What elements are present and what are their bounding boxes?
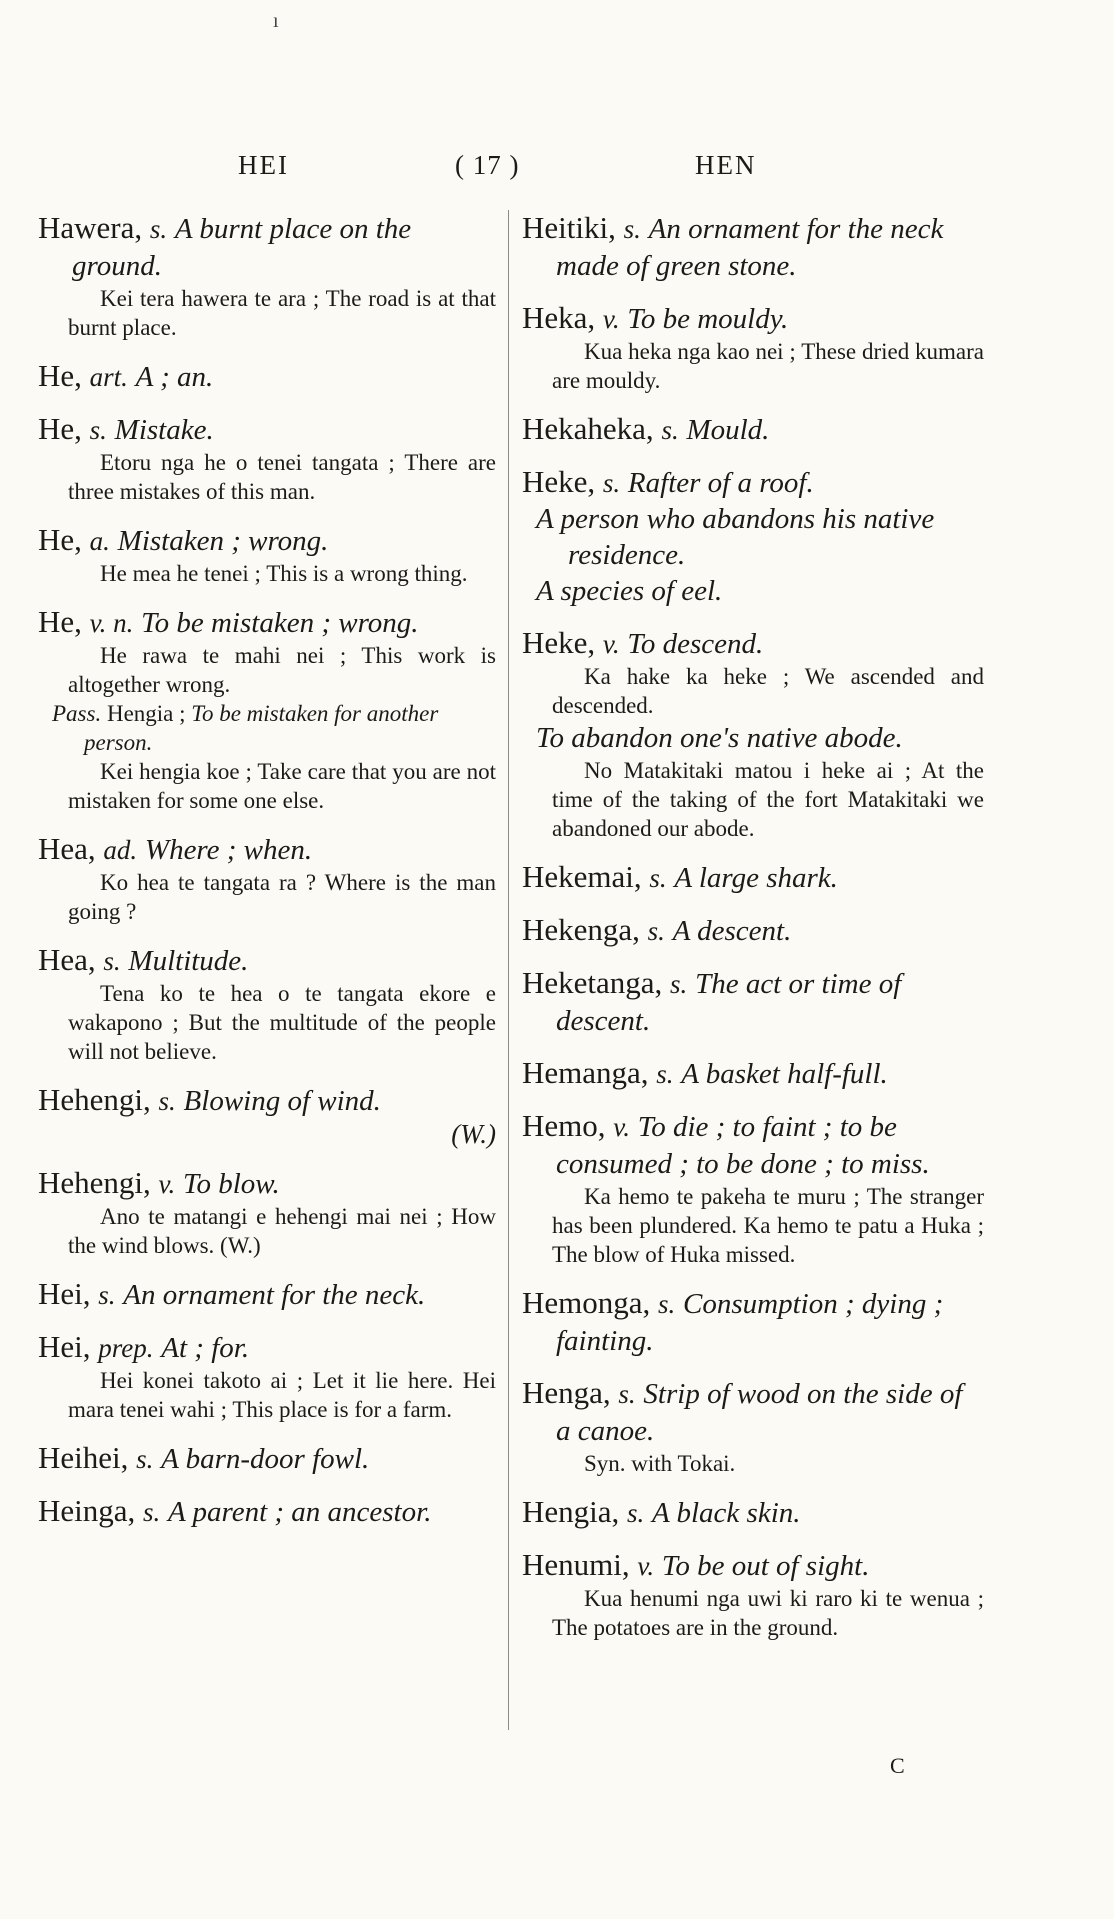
dictionary-entry: [38, 522, 496, 588]
headword: He,: [38, 358, 82, 393]
definition: Mistaken ; wrong.: [117, 525, 329, 557]
definition: Where ; when.: [144, 834, 313, 866]
definition: An ornament for the neck made of green stone.: [556, 213, 944, 282]
definition: To die ; to faint ; to be consumed ; to be done ; to miss.: [556, 1111, 930, 1180]
headword: Hei,: [38, 1276, 91, 1311]
entry-headline: [38, 358, 496, 395]
running-header: [0, 150, 1114, 190]
part-of-speech: s.: [647, 916, 665, 946]
passive-definition: To be mistaken for another person.: [84, 701, 439, 755]
headword: Hekaheka,: [522, 411, 654, 446]
entry-headline: [522, 411, 984, 448]
part-of-speech: s.: [103, 946, 121, 976]
sub-definition: A species of eel.: [536, 575, 723, 607]
definition: The act or time of descent.: [556, 968, 902, 1037]
dictionary-entry: [522, 965, 984, 1039]
headword: Hea,: [38, 831, 96, 866]
example-sentence: Tena ko te hea o te tangata ekore e wakapono ; But the multitude of the people will not believe.: [68, 981, 496, 1064]
entry-headline: [38, 831, 496, 868]
part-of-speech: ad.: [103, 835, 138, 865]
part-of-speech: a.: [89, 526, 110, 556]
part-of-speech: s.: [670, 969, 688, 999]
part-of-speech: s.: [136, 1444, 154, 1474]
definition: To blow.: [183, 1168, 280, 1200]
dictionary-entry: [38, 942, 496, 1066]
dictionary-entry: [522, 625, 984, 843]
part-of-speech: s.: [89, 415, 107, 445]
headword: Hemanga,: [522, 1055, 649, 1090]
example-sentence: Ano te matangi e hehengi mai nei ; How the wind blows. (W.): [68, 1204, 496, 1258]
headword: Heitiki,: [522, 210, 616, 245]
dictionary-entry: [522, 464, 984, 609]
dictionary-entry: [38, 1082, 496, 1149]
dictionary-entry: [38, 358, 496, 395]
entry-headline: [522, 1375, 984, 1449]
definition: Multitude.: [128, 945, 249, 977]
part-of-speech: s.: [149, 214, 168, 244]
definition: Blowing of wind.: [183, 1085, 381, 1117]
example-sentence: Kei tera hawera te ara ; The road is at that burnt place.: [68, 286, 496, 340]
entry-headline: [38, 604, 496, 641]
source-note: (W.): [451, 1119, 496, 1149]
entry-headline: [522, 625, 984, 662]
example-sentence: He mea he tenei ; This is a wrong thing.: [100, 561, 468, 586]
headword: Henga,: [522, 1375, 611, 1410]
definition: Mistake.: [114, 414, 214, 446]
part-of-speech: s.: [143, 1497, 161, 1527]
definition: A barn-door fowl.: [161, 1443, 370, 1475]
passive-form: [38, 699, 496, 757]
passive-word: Hengia ;: [106, 701, 186, 726]
headword: Hawera,: [38, 210, 143, 245]
headword: Heke,: [522, 464, 596, 499]
headword: Henumi,: [522, 1547, 630, 1582]
headword: Heihei,: [38, 1440, 129, 1475]
part-of-speech: s.: [627, 1498, 645, 1528]
dictionary-entry: [522, 1108, 984, 1269]
headword: Hekenga,: [522, 912, 640, 947]
page-mark: ı: [273, 10, 279, 32]
definition: Mould.: [686, 414, 770, 446]
entry-headline: [522, 1108, 984, 1182]
definition: To be mistaken ; wrong.: [141, 607, 419, 639]
part-of-speech: s.: [658, 1289, 676, 1319]
entry-headline: [522, 1285, 984, 1359]
part-of-speech: s.: [656, 1059, 674, 1089]
dictionary-entry: [522, 1547, 984, 1642]
example-sentence: Hei konei takoto ai ; Let it lie here. Hei mara tenei wahi ; This place is for a farm.: [68, 1368, 496, 1422]
entry-headline: [38, 1329, 496, 1366]
example-sentence: Kua henumi nga uwi ki raro ki te wenua ; The potatoes are in the ground.: [552, 1586, 984, 1640]
definition: Rafter of a roof.: [627, 467, 814, 499]
example-sentence: He rawa te mahi nei ; This work is altogether wrong.: [68, 643, 496, 697]
definition: To be out of sight.: [661, 1550, 870, 1582]
definition: Consumption ; dying ; fainting.: [556, 1288, 944, 1357]
definition: A large shark.: [674, 862, 838, 894]
dictionary-entry: [522, 1494, 984, 1531]
example-sentence: Syn. with Tokai.: [584, 1451, 736, 1476]
entry-headline: [522, 464, 984, 501]
headword: Hehengi,: [38, 1082, 151, 1117]
column-divider: [508, 210, 509, 1730]
entry-headline: [522, 1055, 984, 1092]
definition: An ornament for the neck.: [123, 1279, 426, 1311]
part-of-speech: art.: [89, 362, 128, 392]
part-of-speech: v.: [637, 1551, 655, 1581]
definition: A burnt place on the ground.: [72, 213, 412, 282]
headword: Hengia,: [522, 1494, 620, 1529]
example-sentence: Kei hengia koe ; Take care that you are not mistaken for some one else.: [68, 759, 496, 813]
signature-mark: C: [890, 1753, 905, 1778]
headword: Hemo,: [522, 1108, 606, 1143]
headword: He,: [38, 411, 82, 446]
entry-headline: [522, 1494, 984, 1531]
entry-headline: [522, 1547, 984, 1584]
headword: Heinga,: [38, 1493, 136, 1528]
dictionary-entry: [38, 604, 496, 815]
part-of-speech: v.: [158, 1169, 176, 1199]
entry-headline: [38, 1493, 496, 1530]
dictionary-entry: [522, 859, 984, 896]
part-of-speech: v.: [602, 629, 620, 659]
dictionary-entry: [522, 411, 984, 448]
definition: To descend.: [627, 628, 764, 660]
headword: Heke,: [522, 625, 596, 660]
part-of-speech: s.: [602, 468, 621, 498]
entry-headline: [38, 1082, 496, 1119]
passive-label: Pass.: [52, 701, 102, 726]
dictionary-entry: [38, 1493, 496, 1530]
definition: A black skin.: [652, 1497, 801, 1529]
definition: A basket half-full.: [681, 1058, 888, 1090]
page-number: ( 17 ): [455, 150, 520, 180]
header-right: HEN: [695, 150, 757, 180]
dictionary-entry: [522, 1375, 984, 1478]
entry-headline: [38, 1165, 496, 1202]
headword: Heketanga,: [522, 965, 663, 1000]
sub-definition: To abandon one's native abode.: [536, 722, 903, 754]
dictionary-entry: [38, 1276, 496, 1313]
dictionary-entry: [522, 210, 984, 284]
definition: A ; an.: [135, 361, 214, 393]
part-of-speech: v.: [613, 1112, 630, 1142]
headword: Hemonga,: [522, 1285, 651, 1320]
headword: Hea,: [38, 942, 96, 977]
definition: At ; for.: [161, 1332, 250, 1364]
entry-headline: [38, 1276, 496, 1313]
part-of-speech: s.: [649, 863, 667, 893]
example-sentence: Ka hemo te pakeha te muru ; The stranger has been plundered. Ka hemo te patu a Huka ; The blow of Huka missed.: [552, 1184, 984, 1267]
sub-definition: A person who abandons his native residence.: [536, 503, 935, 571]
dictionary-entry: [522, 300, 984, 395]
left-column: [38, 210, 496, 1546]
right-column: [522, 210, 984, 1658]
definition: A descent.: [672, 915, 792, 947]
dictionary-entry: [522, 1055, 984, 1092]
part-of-speech: s.: [618, 1379, 636, 1409]
headword: Hehengi,: [38, 1165, 151, 1200]
entry-headline: [522, 300, 984, 337]
example-sentence: No Matakitaki matou i heke ai ; At the time of the taking of the fort Matakitaki we abandoned our abode.: [552, 758, 984, 841]
part-of-speech: v.: [602, 304, 620, 334]
headword: He,: [38, 604, 82, 639]
entry-headline: [522, 965, 984, 1039]
entry-headline: [522, 210, 984, 284]
entry-headline: [522, 859, 984, 896]
entry-headline: [38, 210, 496, 284]
entry-headline: [38, 522, 496, 559]
part-of-speech: v. n.: [89, 608, 134, 638]
dictionary-entry: [38, 411, 496, 506]
definition: Strip of wood on the side of a canoe.: [556, 1378, 963, 1447]
dictionary-entry: [522, 912, 984, 949]
part-of-speech: s.: [661, 415, 679, 445]
definition: To be mouldy.: [627, 303, 789, 335]
dictionary-entry: [38, 1329, 496, 1424]
example-sentence: Etoru nga he o tenei tangata ; There are three mistakes of this man.: [68, 450, 496, 504]
example-sentence: Ka hake ka heke ; We ascended and descended.: [552, 664, 984, 718]
entry-headline: [38, 1440, 496, 1477]
entry-headline: [38, 942, 496, 979]
dictionary-entry: [38, 831, 496, 926]
part-of-speech: s.: [98, 1280, 116, 1310]
dictionary-entry: [38, 1440, 496, 1477]
header-left: HEI: [238, 150, 289, 180]
part-of-speech: s.: [158, 1086, 176, 1116]
example-sentence: Ko hea te tangata ra ? Where is the man going ?: [68, 870, 496, 924]
part-of-speech: prep.: [98, 1333, 154, 1363]
example-sentence: Kua heka nga kao nei ; These dried kumara are mouldy.: [552, 339, 984, 393]
dictionary-entry: [522, 1285, 984, 1359]
headword: He,: [38, 522, 82, 557]
headword: Heka,: [522, 300, 596, 335]
dictionary-entry: [38, 210, 496, 342]
dictionary-entry: [38, 1165, 496, 1260]
part-of-speech: s.: [623, 214, 641, 244]
entry-headline: [38, 411, 496, 448]
entry-headline: [522, 912, 984, 949]
headword: Hei,: [38, 1329, 91, 1364]
definition: A parent ; an ancestor.: [168, 1496, 432, 1528]
headword: Hekemai,: [522, 859, 642, 894]
